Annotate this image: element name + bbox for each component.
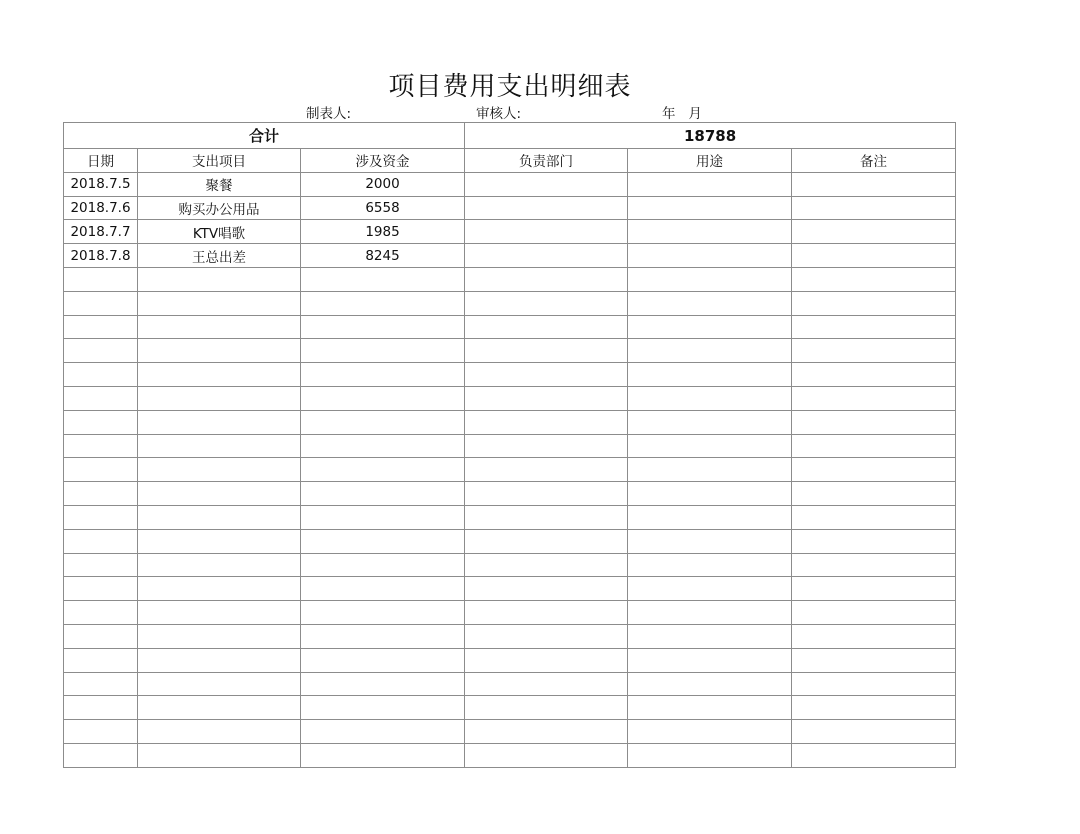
column-header-amount: 涉及资金 [301,149,465,173]
empty-cell[interactable] [465,577,628,601]
table-cell[interactable]: 2000 [301,172,465,196]
empty-cell[interactable] [138,386,301,410]
empty-cell[interactable] [792,291,956,315]
table-cell[interactable] [792,220,956,244]
empty-cell[interactable] [628,363,792,387]
empty-row [64,505,956,529]
empty-cell[interactable] [792,505,956,529]
empty-cell[interactable] [465,482,628,506]
empty-cell[interactable] [138,553,301,577]
empty-cell[interactable] [138,720,301,744]
page-title: 项目费用支出明细表 [388,72,632,102]
empty-cell[interactable] [792,696,956,720]
table-cell[interactable]: 2018.7.6 [64,196,138,220]
empty-cell[interactable] [792,363,956,387]
empty-cell[interactable] [138,743,301,767]
empty-cell[interactable] [628,648,792,672]
empty-cell[interactable] [628,339,792,363]
empty-cell[interactable] [64,720,138,744]
empty-cell[interactable] [628,672,792,696]
empty-row [64,363,956,387]
table-row [64,172,956,196]
table-row [64,196,956,220]
table-cell[interactable] [465,196,628,220]
empty-cell[interactable] [301,339,465,363]
empty-cell[interactable] [465,363,628,387]
table-row [64,244,956,268]
empty-cell[interactable] [628,577,792,601]
empty-cell[interactable] [64,386,138,410]
table-cell[interactable] [465,244,628,268]
empty-cell[interactable] [64,696,138,720]
empty-cell[interactable] [64,529,138,553]
empty-cell[interactable] [138,601,301,625]
empty-cell[interactable] [465,434,628,458]
empty-cell[interactable] [628,505,792,529]
table-cell[interactable]: KTV唱歌 [138,220,301,244]
empty-cell[interactable] [138,529,301,553]
empty-cell[interactable] [138,315,301,339]
empty-cell[interactable] [628,386,792,410]
empty-cell[interactable] [792,624,956,648]
empty-cell[interactable] [465,553,628,577]
empty-cell[interactable] [64,743,138,767]
empty-cell[interactable] [792,434,956,458]
empty-cell[interactable] [792,601,956,625]
empty-cell[interactable] [628,601,792,625]
empty-row [64,624,956,648]
empty-cell[interactable] [792,458,956,482]
empty-cell[interactable] [301,386,465,410]
empty-cell[interactable] [64,601,138,625]
empty-row [64,386,956,410]
empty-cell[interactable] [465,672,628,696]
empty-cell[interactable] [301,529,465,553]
empty-cell[interactable] [792,267,956,291]
reviewer-label: 审核人: [476,106,522,122]
empty-cell[interactable] [64,363,138,387]
empty-cell[interactable] [301,291,465,315]
expense-table [63,122,956,768]
empty-cell[interactable] [138,291,301,315]
empty-cell[interactable] [465,529,628,553]
empty-cell[interactable] [465,624,628,648]
preparer-label: 制表人: [306,106,352,122]
empty-cell[interactable] [301,458,465,482]
table-cell[interactable]: 2018.7.5 [64,172,138,196]
empty-cell[interactable] [64,291,138,315]
empty-row [64,315,956,339]
empty-row [64,339,956,363]
empty-cell[interactable] [301,577,465,601]
table-cell[interactable] [792,244,956,268]
empty-cell[interactable] [64,577,138,601]
empty-cell[interactable] [138,505,301,529]
empty-row [64,267,956,291]
empty-cell[interactable] [465,648,628,672]
empty-cell[interactable] [138,267,301,291]
empty-row [64,577,956,601]
empty-cell[interactable] [64,434,138,458]
empty-cell[interactable] [465,410,628,434]
empty-cell[interactable] [64,482,138,506]
empty-cell[interactable] [628,720,792,744]
empty-cell[interactable] [301,648,465,672]
empty-row [64,743,956,767]
empty-cell[interactable] [138,482,301,506]
empty-cell[interactable] [465,601,628,625]
empty-cell[interactable] [465,505,628,529]
empty-row [64,291,956,315]
empty-cell[interactable] [138,624,301,648]
empty-cell[interactable] [301,363,465,387]
empty-row [64,696,956,720]
empty-cell[interactable] [64,267,138,291]
column-header-department: 负责部门 [465,149,628,173]
empty-cell[interactable] [138,410,301,434]
empty-row [64,410,956,434]
table-cell[interactable]: 聚餐 [138,172,301,196]
empty-cell[interactable] [465,267,628,291]
column-header-date: 日期 [64,149,138,173]
table-cell[interactable] [628,196,792,220]
empty-cell[interactable] [301,315,465,339]
empty-row [64,601,956,625]
empty-cell[interactable] [465,720,628,744]
column-header-purpose: 用途 [628,149,792,173]
header-row [64,149,956,173]
empty-cell[interactable] [301,410,465,434]
empty-cell[interactable] [792,648,956,672]
empty-cell[interactable] [792,315,956,339]
empty-cell[interactable] [628,267,792,291]
table-cell[interactable]: 王总出差 [138,244,301,268]
empty-cell[interactable] [301,482,465,506]
empty-cell[interactable] [792,743,956,767]
empty-cell[interactable] [628,743,792,767]
empty-cell[interactable] [64,672,138,696]
table-row [64,220,956,244]
empty-cell[interactable] [301,505,465,529]
column-header-remarks: 备注 [792,149,956,173]
empty-cell[interactable] [301,720,465,744]
empty-cell[interactable] [138,577,301,601]
empty-cell[interactable] [138,648,301,672]
empty-cell[interactable] [138,458,301,482]
empty-row [64,553,956,577]
empty-cell[interactable] [792,553,956,577]
empty-cell[interactable] [301,672,465,696]
table-cell[interactable] [465,220,628,244]
empty-cell[interactable] [465,291,628,315]
empty-row [64,529,956,553]
empty-row [64,434,956,458]
empty-cell[interactable] [628,291,792,315]
empty-cell[interactable] [628,410,792,434]
empty-cell[interactable] [64,624,138,648]
table-cell[interactable]: 2018.7.7 [64,220,138,244]
empty-cell[interactable] [64,505,138,529]
empty-cell[interactable] [138,696,301,720]
empty-cell[interactable] [792,410,956,434]
empty-cell[interactable] [465,458,628,482]
empty-cell[interactable] [138,339,301,363]
empty-cell[interactable] [628,696,792,720]
empty-cell[interactable] [628,458,792,482]
table-cell[interactable]: 2018.7.8 [64,244,138,268]
empty-cell[interactable] [792,672,956,696]
empty-cell[interactable] [138,672,301,696]
total-row [64,123,956,149]
table-cell[interactable] [628,244,792,268]
empty-cell[interactable] [465,315,628,339]
table-cell[interactable]: 6558 [301,196,465,220]
empty-cell[interactable] [792,577,956,601]
table-cell[interactable]: 购买办公用品 [138,196,301,220]
empty-cell[interactable] [64,458,138,482]
empty-cell[interactable] [64,648,138,672]
empty-cell[interactable] [301,553,465,577]
table-cell[interactable] [792,172,956,196]
empty-cell[interactable] [301,267,465,291]
empty-cell[interactable] [628,315,792,339]
empty-cell[interactable] [301,696,465,720]
empty-cell[interactable] [792,482,956,506]
empty-cell[interactable] [64,315,138,339]
empty-cell[interactable] [64,553,138,577]
empty-cell[interactable] [64,410,138,434]
empty-cell[interactable] [792,339,956,363]
empty-cell[interactable] [64,339,138,363]
table-cell[interactable] [792,196,956,220]
empty-row [64,458,956,482]
table-cell[interactable] [628,172,792,196]
empty-cell[interactable] [792,529,956,553]
empty-row [64,672,956,696]
empty-cell[interactable] [628,553,792,577]
empty-cell[interactable] [792,720,956,744]
total-value: 18788 [465,123,956,149]
empty-cell[interactable] [628,529,792,553]
empty-row [64,482,956,506]
date-label: 年 月 [662,106,702,122]
empty-cell[interactable] [465,696,628,720]
table-cell[interactable]: 1985 [301,220,465,244]
empty-row [64,720,956,744]
empty-cell[interactable] [301,434,465,458]
empty-cell[interactable] [465,386,628,410]
empty-cell[interactable] [628,482,792,506]
total-label: 合计 [64,123,465,149]
empty-cell[interactable] [465,743,628,767]
column-header-item: 支出项目 [138,149,301,173]
empty-cell[interactable] [628,624,792,648]
empty-cell[interactable] [628,434,792,458]
empty-cell[interactable] [792,386,956,410]
empty-cell[interactable] [465,339,628,363]
empty-row [64,648,956,672]
table-cell[interactable] [628,220,792,244]
table-cell[interactable]: 8245 [301,244,465,268]
table-cell[interactable] [465,172,628,196]
empty-cell[interactable] [301,601,465,625]
empty-cell[interactable] [138,363,301,387]
empty-cell[interactable] [138,434,301,458]
empty-cell[interactable] [301,624,465,648]
empty-cell[interactable] [301,743,465,767]
